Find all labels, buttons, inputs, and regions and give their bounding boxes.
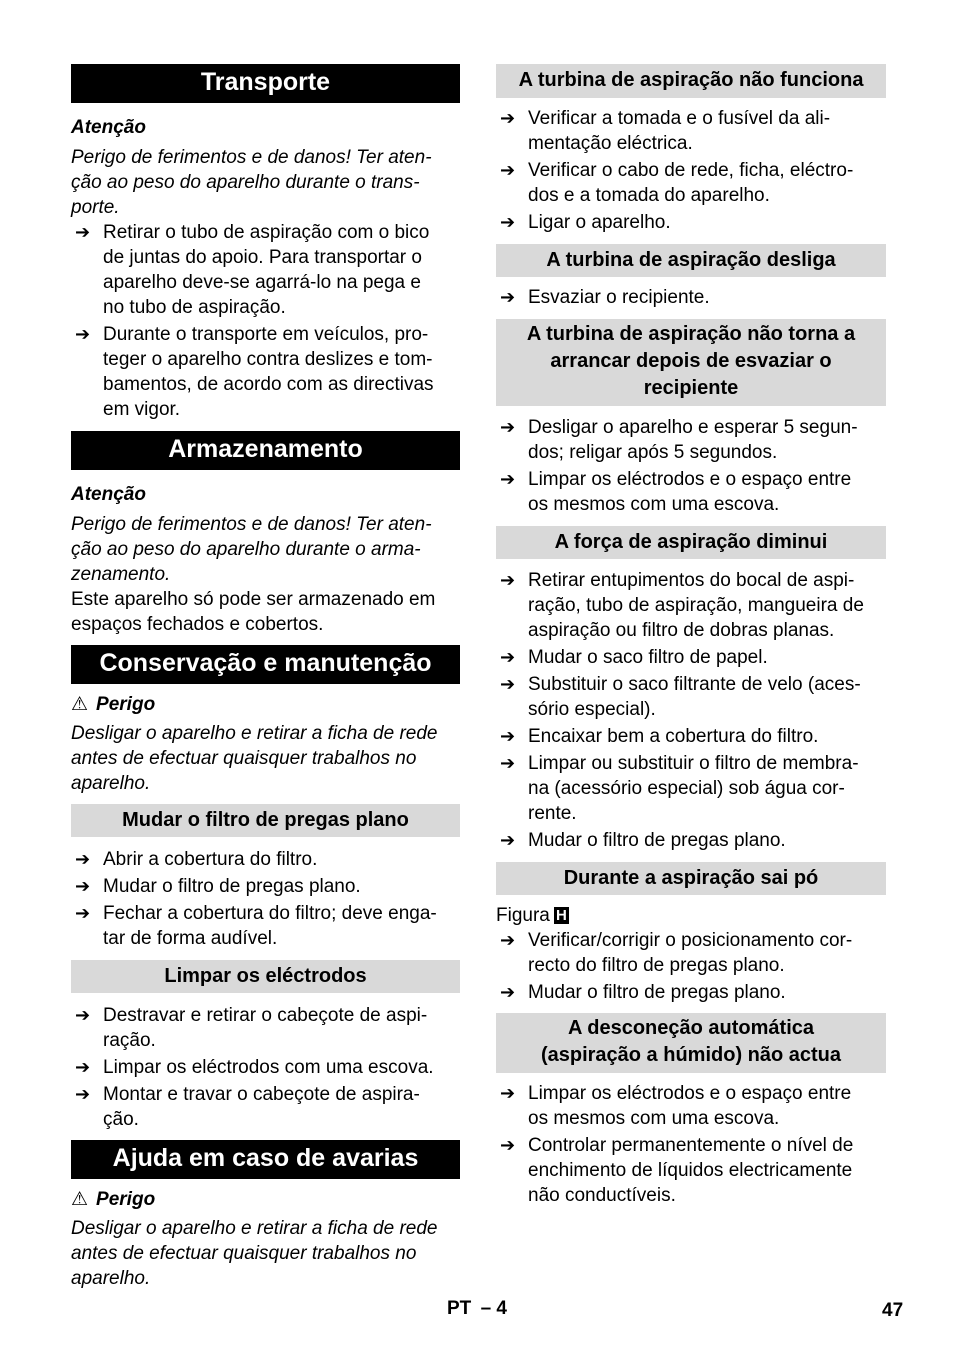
desconecao-bullets <box>496 1081 886 1208</box>
list-item: ➔ Mudar o filtro de pregas plano. <box>500 830 786 851</box>
arrow-icon: ➔ <box>500 930 516 950</box>
danger-label: ⚠ Perigo <box>71 1189 156 1210</box>
list-item: ➔ Controlar permanentemente o nível de enchimento de líquidos electricamente não conductíveis. <box>500 1135 854 1206</box>
danger-text: Desligar o aparelho e retirar a ficha de rede antes de efectuar quaisquer trabalhos no aparelho. <box>71 723 438 794</box>
list-item: ➔ Retirar o tubo de aspiração com o bico de juntas do apoio. Para transportar o aparelho deve-se agarrá-lo na pega e no tubo de aspiração. <box>75 222 430 318</box>
attention-text: Perigo de ferimentos e de danos! Ter aten- ção ao peso do aparelho durante o trans- porte. <box>71 147 432 218</box>
subsection-title-nao-funciona: A turbina de aspiração não funciona <box>496 64 886 98</box>
arrow-icon: ➔ <box>500 726 516 746</box>
arrow-icon: ➔ <box>75 849 91 869</box>
arrow-icon: ➔ <box>500 108 516 128</box>
arrow-icon: ➔ <box>500 753 516 773</box>
subsection-title-sai-po: Durante a aspiração sai pó <box>496 862 886 895</box>
arrow-icon: ➔ <box>500 212 516 232</box>
warning-triangle-icon: ⚠ <box>71 694 89 715</box>
storage-text: Este aparelho só pode ser armazenado em espaços fechados e cobertos. <box>71 589 436 635</box>
danger-label: ⚠ Perigo <box>71 694 156 715</box>
arrow-icon: ➔ <box>500 647 516 667</box>
list-item: ➔ Fechar a cobertura do filtro; deve enga- tar de forma audível. <box>75 903 437 949</box>
figure-letter-badge: H <box>554 907 569 924</box>
list-item: ➔ Verificar/corrigir o posicionamento cor- recto do filtro de pregas plano. <box>500 930 853 976</box>
list-item: ➔ Mudar o filtro de pregas plano. <box>75 876 361 897</box>
arrow-icon: ➔ <box>75 1057 91 1077</box>
figure-reference: Figura H <box>496 903 886 928</box>
arrow-icon: ➔ <box>500 160 516 180</box>
arrow-icon: ➔ <box>75 222 91 242</box>
list-item: ➔ Verificar o cabo de rede, ficha, eléctro- dos e a tomada do aparelho. <box>500 160 854 206</box>
arrow-icon: ➔ <box>500 287 516 307</box>
list-item: ➔ Mudar o saco filtro de papel. <box>500 647 768 668</box>
arrow-icon: ➔ <box>75 876 91 896</box>
subsection-title-mudar-filtro: Mudar o filtro de pregas plano <box>71 804 460 837</box>
nao-torna-bullets <box>496 415 886 517</box>
nao-funciona-bullets <box>496 106 886 235</box>
attention-text: Perigo de ferimentos e de danos! Ter aten- ção ao peso do aparelho durante o arma- zenamento. <box>71 514 432 585</box>
forca-bullets <box>496 568 886 853</box>
subsection-title-desliga: A turbina de aspiração desliga <box>496 244 886 277</box>
arrow-icon: ➔ <box>75 1005 91 1025</box>
subsection-title-nao-torna: A turbina de aspiração não torna a arrancar depois de esvaziar o recipiente <box>496 319 886 406</box>
list-item: ➔ Retirar entupimentos do bocal de aspi- ração, tubo de aspiração, mangueira de aspiração ou filtro de dobras planas. <box>500 570 864 641</box>
right-column <box>496 64 886 1208</box>
list-item: ➔ Encaixar bem a cobertura do filtro. <box>500 726 819 747</box>
arrow-icon: ➔ <box>500 469 516 489</box>
transporte-bullets <box>71 220 460 422</box>
list-item: ➔ Substituir o saco filtrante de velo (aces- sório especial). <box>500 674 861 720</box>
list-item: ➔ Abrir a cobertura do filtro. <box>75 849 318 870</box>
page-number: 47 <box>882 1300 904 1321</box>
section-title-armazenamento: Armazenamento <box>71 431 460 470</box>
list-item: ➔ Limpar os eléctrodos e o espaço entre os mesmos com uma escova. <box>500 469 852 515</box>
arrow-icon: ➔ <box>500 674 516 694</box>
attention-label: Atenção <box>71 484 146 505</box>
subsection-title-forca: A força de aspiração diminui <box>496 526 886 559</box>
arrow-icon: ➔ <box>75 324 91 344</box>
arrow-icon: ➔ <box>75 903 91 923</box>
section-title-transporte: Transporte <box>71 64 460 103</box>
left-column <box>71 64 460 1291</box>
subsection-title-desconecao: A desconeção automática (aspiração a húmido) não actua <box>496 1013 886 1073</box>
arrow-icon: ➔ <box>500 982 516 1002</box>
list-item: ➔ Ligar o aparelho. <box>500 212 671 233</box>
sai-po-bullets <box>496 928 886 1005</box>
list-item: ➔ Limpar ou substituir o filtro de membra- na (acessório especial) sob água cor- rente. <box>500 753 859 824</box>
section-title-conservacao: Conservação e manutenção <box>71 645 460 684</box>
arrow-icon: ➔ <box>500 1083 516 1103</box>
list-item: ➔ Desligar o aparelho e esperar 5 segun- dos; religar após 5 segundos. <box>500 417 858 463</box>
arrow-icon: ➔ <box>500 570 516 590</box>
mudar-filtro-bullets <box>71 847 460 951</box>
list-item: ➔ Verificar a tomada e o fusível da ali- mentação eléctrica. <box>500 108 831 154</box>
list-item: ➔ Destravar e retirar o cabeçote de aspi- ração. <box>75 1005 428 1051</box>
arrow-icon: ➔ <box>75 1084 91 1104</box>
list-item: ➔ Montar e travar o cabeçote de aspira- ção. <box>75 1084 420 1130</box>
arrow-icon: ➔ <box>500 830 516 850</box>
subsection-title-limpar-electrodos: Limpar os eléctrodos <box>71 960 460 993</box>
danger-text: Desligar o aparelho e retirar a ficha de rede antes de efectuar quaisquer trabalhos no aparelho. <box>71 1218 438 1289</box>
section-title-ajuda: Ajuda em caso de avarias <box>71 1140 460 1179</box>
warning-triangle-icon: ⚠ <box>71 1189 89 1210</box>
list-item: ➔ Durante o transporte em veículos, pro- teger o aparelho contra deslizes e tom- bamentos, de acordo com as directivas em vigor. <box>75 324 434 420</box>
desliga-bullets <box>496 285 886 310</box>
arrow-icon: ➔ <box>500 1135 516 1155</box>
list-item: ➔ Esvaziar o recipiente. <box>500 287 710 308</box>
limpar-electrodos-bullets <box>71 1003 460 1132</box>
page-footer-section: PT – 4 <box>447 1298 507 1319</box>
list-item: ➔ Mudar o filtro de pregas plano. <box>500 982 786 1003</box>
list-item: ➔ Limpar os eléctrodos com uma escova. <box>75 1057 434 1078</box>
attention-label: Atenção <box>71 117 146 138</box>
arrow-icon: ➔ <box>500 417 516 437</box>
list-item: ➔ Limpar os eléctrodos e o espaço entre os mesmos com uma escova. <box>500 1083 852 1129</box>
